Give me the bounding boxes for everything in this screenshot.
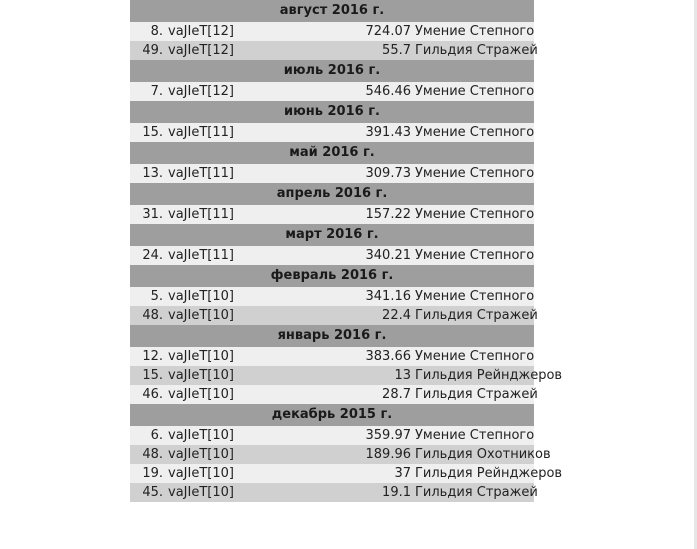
table-row [130,246,534,265]
score-cell: 189.96 [365,447,411,462]
player-name-cell: vaJIeT[12] [168,84,234,99]
skill-cell: Умение Степного [415,24,535,39]
score-cell: 13 [394,368,411,383]
skill-cell: Умение Степного [415,289,535,304]
player-name-cell: vaJIeT[11] [168,248,234,263]
player-name-cell: vaJIeT[10] [168,466,234,481]
skill-cell: Умение Степного [415,207,535,222]
rank-cell: 45. [142,485,163,500]
skill-cell: Умение Степного [415,125,535,140]
month-header: июнь 2016 г. [130,101,534,123]
month-header: август 2016 г. [130,0,534,22]
table-row [130,366,563,385]
skill-cell: Гильдия Стражей [415,43,538,58]
score-cell: 340.21 [365,248,411,263]
player-name-cell: vaJIeT[12] [168,24,234,39]
score-cell: 55.7 [382,43,411,58]
skill-cell: Гильдия Охотников [415,447,551,462]
rank-cell: 46. [142,387,163,402]
skill-cell: Умение Степного [415,166,535,181]
skill-cell: Умение Степного [415,428,535,443]
player-name-cell: vaJIeT[10] [168,289,234,304]
table-row [130,82,534,101]
month-header: июль 2016 г. [130,60,534,82]
skill-cell: Умение Степного [415,349,535,364]
rank-cell: 8. [150,24,163,39]
skill-cell: Гильдия Стражей [415,308,538,323]
player-name-cell: vaJIeT[11] [168,207,234,222]
table-row [130,287,534,306]
rank-cell: 6. [150,428,163,443]
month-header: декабрь 2015 г. [130,404,534,426]
score-cell: 157.22 [365,207,411,222]
rank-cell: 24. [142,248,163,263]
skill-cell: Гильдия Рейнджеров [415,368,563,383]
score-cell: 546.46 [365,84,411,99]
table-row [130,426,534,445]
skill-cell: Умение Степного [415,248,535,263]
month-header: апрель 2016 г. [130,183,534,205]
skill-cell: Гильдия Рейнджеров [415,466,563,481]
rank-cell: 13. [142,166,163,181]
score-cell: 22.4 [382,308,411,323]
skill-cell: Гильдия Стражей [415,485,538,500]
score-cell: 309.73 [365,166,411,181]
player-name-cell: vaJIeT[10] [168,308,234,323]
table-row [130,41,538,60]
score-cell: 724.07 [365,24,411,39]
table-row [130,483,538,502]
rank-cell: 7. [150,84,163,99]
ratings-table-body [130,0,563,502]
score-cell: 359.97 [365,428,411,443]
rank-cell: 48. [142,447,163,462]
table-row [130,385,538,404]
player-name-cell: vaJIeT[10] [168,387,234,402]
table-row [130,306,538,325]
month-header: март 2016 г. [130,224,534,246]
ratings-table [130,0,563,502]
player-name-cell: vaJIeT[10] [168,428,234,443]
rank-cell: 31. [142,207,163,222]
player-name-cell: vaJIeT[10] [168,368,234,383]
month-header: январь 2016 г. [130,325,534,347]
table-row [130,164,534,183]
player-name-cell: vaJIeT[10] [168,349,234,364]
rank-cell: 15. [142,125,163,140]
month-header: май 2016 г. [130,142,534,164]
rank-cell: 15. [142,368,163,383]
table-row [130,445,551,464]
skill-cell: Гильдия Стражей [415,387,538,402]
rank-cell: 19. [142,466,163,481]
table-row [130,123,534,142]
rank-cell: 12. [142,349,163,364]
rank-cell: 5. [150,289,163,304]
score-cell: 37 [394,466,411,481]
table-row [130,205,534,224]
month-header: февраль 2016 г. [130,265,534,287]
player-name-cell: vaJIeT[10] [168,485,234,500]
player-name-cell: vaJIeT[11] [168,125,234,140]
score-cell: 341.16 [365,289,411,304]
player-name-cell: vaJIeT[12] [168,43,234,58]
rank-cell: 49. [142,43,163,58]
rank-cell: 48. [142,308,163,323]
player-name-cell: vaJIeT[11] [168,166,234,181]
table-row [130,22,534,41]
table-row [130,464,563,483]
score-cell: 383.66 [365,349,411,364]
player-name-cell: vaJIeT[10] [168,447,234,462]
score-cell: 391.43 [365,125,411,140]
table-row [130,347,534,366]
score-cell: 28.7 [382,387,411,402]
skill-cell: Умение Степного [415,84,535,99]
score-cell: 19.1 [382,485,411,500]
